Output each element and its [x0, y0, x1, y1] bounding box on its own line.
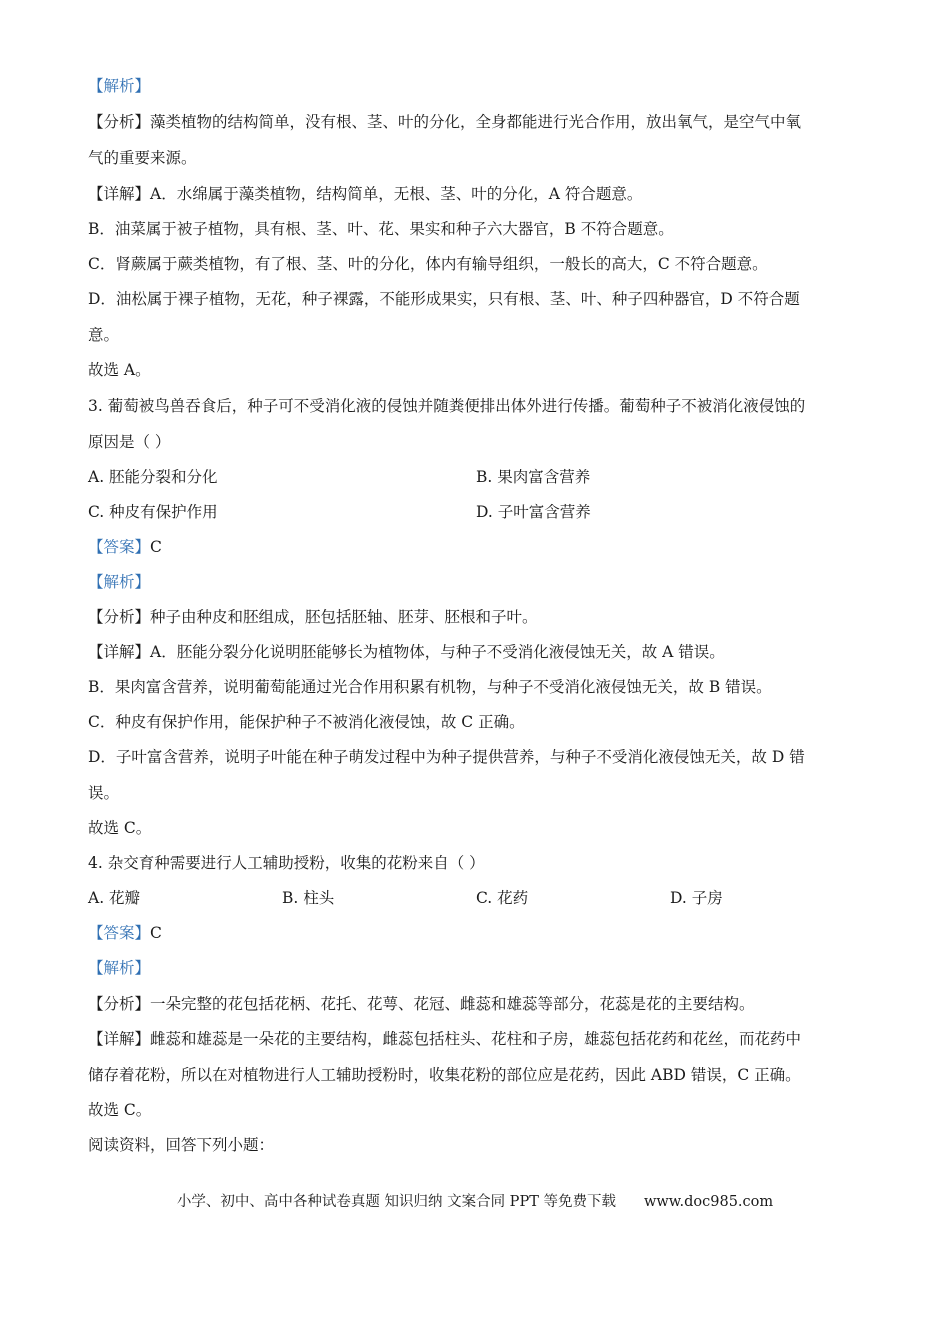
q3-option-b: B. 果肉富含营养 — [476, 468, 591, 486]
footer-text: 小学、初中、高中各种试卷真题 知识归纳 文案合同 PPT 等免费下载 — [176, 1194, 616, 1210]
detail-line: C．种皮有保护作用，能保护种子不被消化液侵蚀，故 C 正确。 — [88, 713, 525, 731]
detail-line: 【详解】A．水绵属于藻类植物，结构简单，无根、茎、叶的分化，A 符合题意。 — [88, 185, 643, 203]
reading-prompt: 阅读资料，回答下列小题： — [88, 1136, 275, 1154]
detail-line: B．油菜属于被子植物，具有根、茎、叶、花、果实和种子六大器官，B 不符合题意。 — [88, 220, 674, 238]
analysis-line: 【分析】一朵完整的花包括花柄、花托、花萼、花冠、雌蕊和雄蕊等部分，花蕊是花的主要结构。 — [88, 995, 755, 1013]
question-3: 原因是（ ） — [88, 433, 171, 451]
q3-option-c: C. 种皮有保护作用 — [88, 503, 218, 521]
conclusion-line: 故选 A。 — [88, 361, 151, 379]
footer-link[interactable]: www.doc985.com — [643, 1194, 774, 1210]
analysis-line: 气的重要来源。 — [88, 149, 197, 167]
page-footer — [0, 1192, 950, 1212]
detail-line: D．油松属于裸子植物，无花，种子裸露，不能形成果实，只有根、茎、叶、种子四种器官，D 不符合题 — [88, 290, 800, 308]
analysis-heading: 【解析】 — [88, 77, 151, 95]
analysis-line: 【分析】藻类植物的结构简单，没有根、茎、叶的分化，全身都能进行光合作用，放出氧气，是空气中氧 — [88, 113, 802, 131]
detail-line: 【详解】雌蕊和雄蕊是一朵花的主要结构，雌蕊包括柱头、花柱和子房，雄蕊包括花药和花丝，而花药中 — [88, 1030, 802, 1048]
answer-line: 【答案】C — [88, 924, 162, 942]
detail-line: 储存着花粉，所以在对植物进行人工辅助授粉时，收集花粉的部位应是花药，因此 ABD 错误，C 正确。 — [88, 1066, 801, 1084]
analysis-line: 【分析】种子由种皮和胚组成，胚包括胚轴、胚芽、胚根和子叶。 — [88, 608, 538, 626]
detail-line: C．肾蕨属于蕨类植物，有了根、茎、叶的分化，体内有输导组织，一般长的高大，C 不符合题意。 — [88, 255, 768, 273]
conclusion-line: 故选 C。 — [88, 819, 152, 837]
question-3: 3. 葡萄被鸟兽吞食后，种子可不受消化液的侵蚀并随粪便排出体外进行传播。葡萄种子不被消化液侵蚀的 — [88, 397, 806, 415]
analysis-heading: 【解析】 — [88, 959, 151, 977]
detail-line: 误。 — [88, 784, 120, 802]
answer-line: 【答案】C — [88, 538, 162, 556]
q3-option-a: A. 胚能分裂和分化 — [88, 468, 218, 486]
detail-line: 【详解】A．胚能分裂分化说明胚能够长为植物体，与种子不受消化液侵蚀无关，故 A 错误。 — [88, 643, 725, 661]
detail-line: B．果肉富含营养，说明葡萄能通过光合作用积累有机物，与种子不受消化液侵蚀无关，故 B 错误。 — [88, 678, 772, 696]
conclusion-line: 故选 C。 — [88, 1101, 152, 1119]
q4-option-a: A. 花瓣 — [88, 889, 141, 907]
q4-option-d: D. 子房 — [670, 889, 723, 907]
detail-line: D．子叶富含营养，说明子叶能在种子萌发过程中为种子提供营养，与种子不受消化液侵蚀无关，故 D 错 — [88, 748, 805, 766]
analysis-heading: 【解析】 — [88, 573, 151, 591]
q4-option-b: B. 柱头 — [282, 889, 335, 907]
detail-line: 意。 — [88, 326, 120, 344]
question-4: 4. 杂交育种需要进行人工辅助授粉，收集的花粉来自（ ） — [88, 854, 485, 872]
q3-option-d: D. 子叶富含营养 — [476, 503, 591, 521]
q4-option-c: C. 花药 — [476, 889, 529, 907]
